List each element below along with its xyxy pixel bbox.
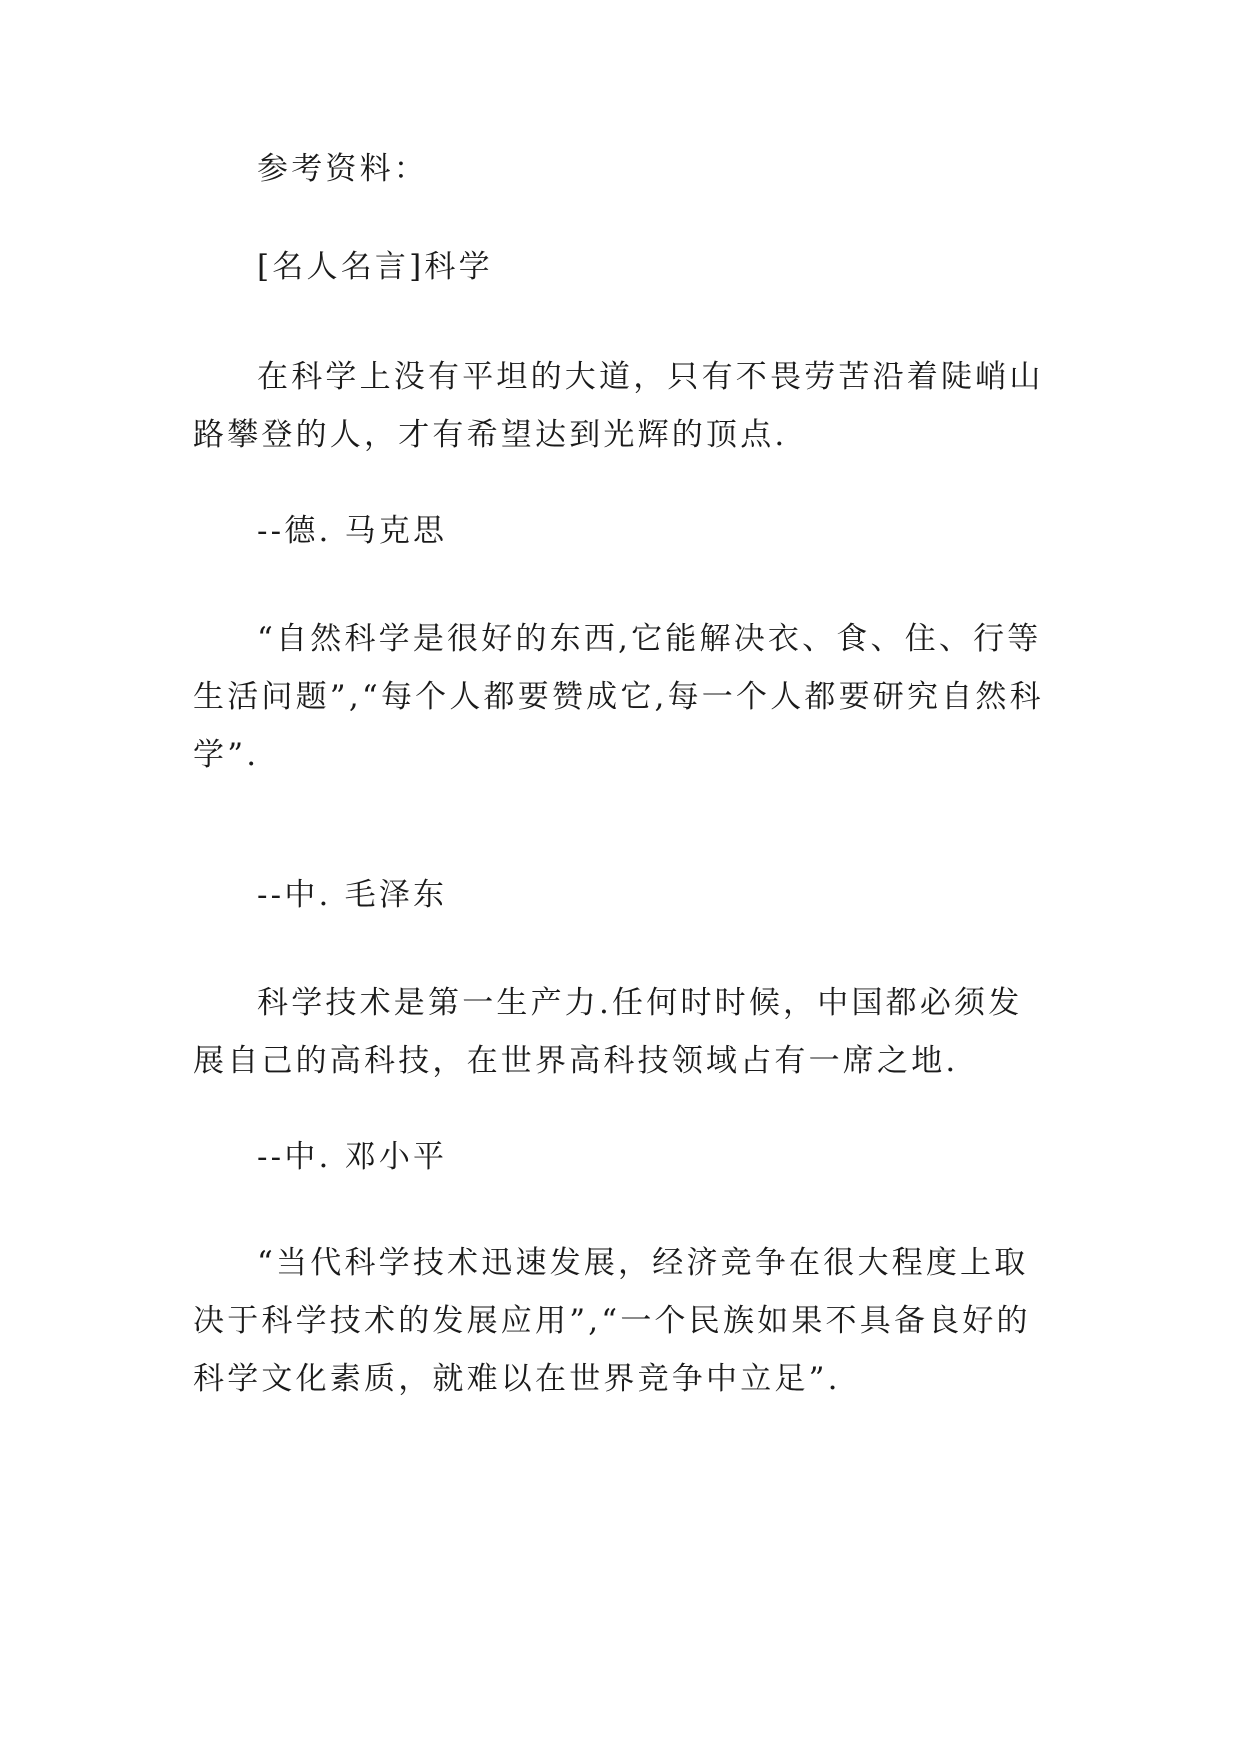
- quote-text: “当代科学技术迅速发展，经济竞争在很大程度上取决于科学技术的发展应用”,“一个民族如果不具备良好的科学文化素质，就难以在世界竞争中立足”.: [193, 1245, 1031, 1397]
- quote-text: 在科学上没有平坦的大道，只有不畏劳苦沿着陡峭山路攀登的人，才有希望达到光辉的顶点.: [193, 359, 1044, 453]
- quote-attribution: --德. 马克思: [257, 513, 448, 549]
- reference-heading: 参考资料：: [257, 151, 428, 187]
- section-title: [名人名言]科学: [257, 249, 493, 285]
- quote-text: “自然科学是很好的东西,它能解决衣、食、住、行等生活问题”,“每个人都要赞成它,每一个人都要研究自然科学”.: [193, 621, 1044, 773]
- quote-attribution: --中. 毛泽东: [257, 877, 448, 913]
- quote-text: 科学技术是第一生产力.任何时时候，中国都必须发展自己的高科技，在世界高科技领域占有一席之地.: [193, 985, 1023, 1079]
- quote-attribution: --中. 邓小平: [257, 1139, 448, 1175]
